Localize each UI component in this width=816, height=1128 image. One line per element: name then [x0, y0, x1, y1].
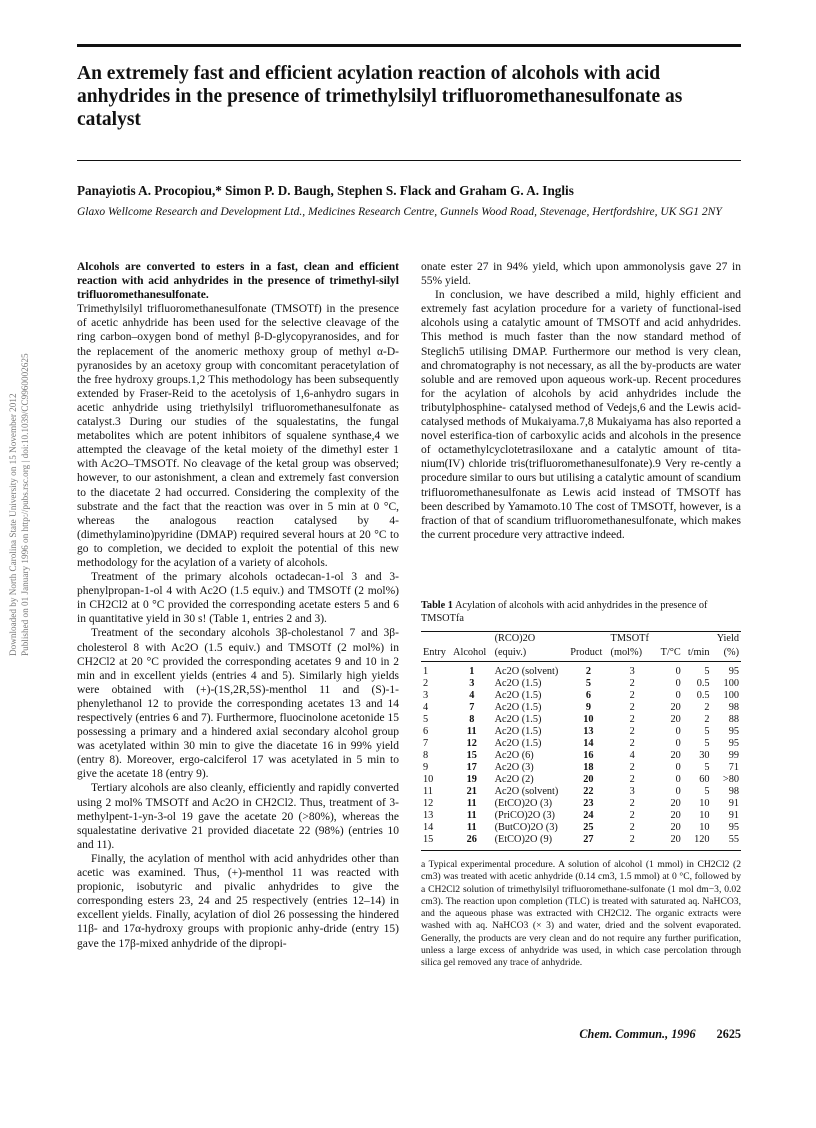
cell-anhydride: Ac2O (1.5) [494, 726, 542, 737]
cell-alcohol: 15 [466, 750, 477, 761]
body-paragraph: Tertiary alcohols are also cleanly, efficiently and rapidly converted using 2 mol% TMSOTf and Ac2O in CH2Cl2. Thus, treatment of 3-methylpent-1-yn-3-ol 19 gave the acetate 20 (>80%), whereas the squalestatine derivative 21 provided diacetate 22 (98%) (entries 10 and 11). [77, 782, 399, 851]
cell-entry: 15 [421, 834, 451, 851]
cell-alcohol: 17 [466, 762, 477, 773]
results-table-block [421, 600, 741, 970]
cell-tmsotf: 3 [629, 786, 635, 797]
cell-temperature: 0 [675, 690, 681, 701]
cell-anhydride: (EtCO)2O (3) [494, 798, 553, 809]
cell-yield: 95 [728, 738, 739, 749]
cell-temperature: 20 [670, 714, 681, 725]
publication-notice-line: Published on 01 January 1996 on http://pubs.rsc.org | doi:10.1039/CC9960002625 [20, 353, 30, 656]
cell-temperature: 20 [656, 834, 683, 851]
cell-temperature: 20 [670, 822, 681, 833]
cell-alcohol: 7 [469, 702, 475, 713]
body-paragraph: Treatment of the secondary alcohols 3β-cholestanol 7 and 3β-cholesterol 8 with Ac2O (1.5 equiv.) and TMSOTf (2 mol%) in CH2Cl2 at 20 °C provided the corresponding acetates 9 and 10 in 2 min and in excellent yields (entries 4 and 5). Similarly high yields were obtained with (+)-(1S,2R,5S)-menthol 11 and (S)-1-phenylethanol 12 to provide the corresponding acetates 13 and 14 respectively (entries 6 and 7). Furthermore, fluocinolone acetonide 15 possessing a primary and a hindered axial secondary alcohol group was acetylated within 30 min to give the diacetate 16 in 99% yield (entry 8). Moreover, ergo-calciferol 17 was acetylated in 5 min to give the acetate 18 (entry 9). [77, 627, 399, 781]
table-row [421, 774, 741, 786]
right-column [421, 260, 741, 542]
cell-yield: 55 [712, 834, 741, 851]
cell-product: 22 [583, 786, 594, 797]
cell-alcohol: 21 [466, 786, 477, 797]
cell-time: 120 [683, 834, 712, 851]
table-row [421, 690, 741, 702]
cell-yield: 99 [728, 750, 739, 761]
cell-entry: 7 [423, 738, 429, 749]
cell-yield: 71 [728, 762, 739, 773]
cell-time: 10 [699, 822, 710, 833]
cell-product: 27 [568, 834, 608, 851]
cell-temperature: 20 [670, 702, 681, 713]
table-row [421, 786, 741, 798]
cell-alcohol: 26 [451, 834, 493, 851]
left-column [77, 260, 399, 951]
cell-alcohol: 19 [466, 774, 477, 785]
cell-alcohol: 4 [469, 690, 475, 701]
article-title: An extremely fast and efficient acylation reaction of alcohols with acid anhydrides in the presence of trimethylsilyl trifluoromethanesulfonate as catalyst [77, 63, 683, 130]
table-caption [421, 600, 741, 625]
download-notice-line: Downloaded by North Carolina State University on 15 November 2012 [8, 393, 18, 656]
cell-tmsotf: 3 [629, 666, 635, 677]
cell-product: 20 [583, 774, 594, 785]
cell-time: 5 [704, 762, 710, 773]
cell-product: 24 [583, 810, 594, 821]
header-tmsotf-mol: (mol%) [609, 646, 656, 662]
cell-temperature: 20 [670, 750, 681, 761]
cell-entry: 8 [423, 750, 429, 761]
cell-yield: 98 [728, 786, 739, 797]
cell-alcohol: 8 [469, 714, 475, 725]
body-paragraph: In conclusion, we have described a mild, highly efficient and extremely fast acylation procedure for a variety of functional-ised alcohols using a catalytic amount of TMSOTf and acid anhydrides. This method is much faster than the now standard method of Steglich5 utilising DMAP. Furthermore our method is very clean, and chromatography is not necessary, as all the by-products are water soluble and are removed upon aqueous work-up. Recent procedures for the acylation of alcohols by acid anhydrides include the tributylphosphine- catalysed method of Vedejs,6 and the Lewis acid-catalysed methods of Mukaiyama.7,8 Mukaiyama has also reported a novel esterifica-tion of carboxylic acids and alcohols in the presence of octamethylcyclotetrasiloxane and a catalytic amount of tita-nium(IV) chloride tris(trifluoromethanesulfonate).9 Very re-cently a procedure similar to ours but utilising a catalytic amount of scandium trifluoromethanesulfonate as Lewis acid instead of TMSOTf has been described by Yamamoto.10 The cost of TMSOTf, however, is a fraction of that of scandium trifluoromethanesulfonate, which makes the current procedure very attractive indeed. [421, 289, 742, 541]
cell-yield: 95 [728, 726, 739, 737]
header-product: Product [568, 646, 608, 662]
cell-temperature: 0 [675, 666, 681, 677]
table-row [421, 750, 741, 762]
table-row [421, 738, 741, 750]
cell-tmsotf: 2 [629, 822, 635, 833]
header-temperature: T/°C [656, 646, 683, 662]
cell-anhydride: Ac2O (6) [494, 750, 534, 761]
cell-alcohol: 11 [466, 810, 477, 821]
cell-entry: 13 [423, 810, 434, 821]
cell-time: 5 [704, 786, 710, 797]
cell-time: 5 [704, 666, 710, 677]
cell-product: 14 [583, 738, 594, 749]
cell-temperature: 0 [675, 762, 681, 773]
cell-anhydride: Ac2O (solvent) [494, 666, 559, 677]
cell-time: 5 [704, 738, 710, 749]
cell-tmsotf: 4 [629, 750, 635, 761]
top-rule [77, 44, 741, 47]
cell-product: 16 [583, 750, 594, 761]
cell-yield: 91 [728, 798, 739, 809]
cell-alcohol: 3 [469, 678, 475, 689]
cell-tmsotf: 2 [629, 810, 635, 821]
cell-entry: 5 [423, 714, 429, 725]
cell-time: 30 [699, 750, 710, 761]
table-row [421, 810, 741, 822]
cell-entry: 11 [423, 786, 433, 797]
cell-yield: 100 [723, 678, 739, 689]
cell-alcohol: 11 [466, 822, 477, 833]
cell-alcohol: 11 [466, 726, 477, 737]
header-rco: (RCO)2O [493, 632, 569, 646]
cell-time: 0.5 [696, 678, 710, 689]
cell-anhydride: Ac2O (1.5) [494, 738, 542, 749]
results-table [421, 631, 741, 851]
cell-anhydride: Ac2O (solvent) [494, 786, 559, 797]
cell-product: 6 [585, 690, 591, 701]
cell-time: 5 [704, 726, 710, 737]
cell-yield: 95 [728, 666, 739, 677]
table-row [421, 834, 741, 851]
affiliation: Glaxo Wellcome Research and Development Ltd., Medicines Research Centre, Gunnels Wood Road, Stevenage, Hertfordshire, UK SG1 2NY [77, 206, 722, 218]
cell-alcohol: 1 [469, 666, 475, 677]
body-paragraph: onate ester 27 in 94% yield, which upon ammonolysis gave 27 in 55% yield. [421, 261, 741, 288]
cell-temperature: 0 [675, 678, 681, 689]
table-footnote: a Typical experimental procedure. A solution of alcohol (1 mmol) in CH2Cl2 (2 cm3) was treated with acetic anhydride (0.14 cm3, 1.5 mmol) at 0 °C, followed by a CH2Cl2 solution of trimethylsilyl trifluoromethane-sulfonate (1 mol dm−3, 0.02 cm3). The reaction upon completion (TLC) is treated with saturated aq. NaHCO3, and the aqueous phase was extracted with CH2Cl2. The organic extracts were washed with aq. NaHCO3 (× 3) and water, dried and the solvent evaporated. Generally, the products are very clean and do not require any further purification, unless a large excess of anhydride was used, in which case percolation through silica gel removed any trace of anhydride. [421, 859, 741, 969]
table-row [421, 678, 741, 690]
cell-tmsotf: 2 [629, 762, 635, 773]
cell-anhydride: (PriCO)2O (3) [494, 810, 555, 821]
header-alcohol: Alcohol [451, 646, 493, 662]
title-rule [77, 160, 741, 161]
table-row [421, 662, 741, 679]
cell-tmsotf: 2 [609, 834, 656, 851]
cell-time: 60 [699, 774, 710, 785]
cell-temperature: 0 [675, 726, 681, 737]
cell-anhydride: Ac2O (3) [494, 762, 534, 773]
body-paragraph: Treatment of the primary alcohols octadecan-1-ol 3 and 3-phenylpropan-1-ol 4 with Ac2O (1.5 equiv.) and TMSOTf (2 mol%) in CH2Cl2 at 0 °C provided the corresponding acetate esters 5 and 6 in quantitative yield in 30 s! (Table 1, entries 2 and 3). [77, 571, 399, 626]
body-paragraph: Finally, the acylation of menthol with acid anhydrides other than acetic was examined. Thus, (+)-menthol 11 was reacted with propionic, isobutyric and pivalic anhydrides to give the corresponding esters 23, 24 and 25 respectively (entries 12–14) in excellent yields. Finally, acylation of diol 26 possessing the hindered 11β- and 17α-hydroxy groups with propionic anhy-dride (entry 15) gave the 17β-mixed anhydride of the dipropi- [77, 852, 399, 950]
cell-product: 10 [583, 714, 594, 725]
header-yield: Yield [712, 632, 741, 646]
cell-yield: 100 [723, 690, 739, 701]
table-label: Table 1 [421, 600, 453, 611]
cell-tmsotf: 2 [629, 702, 635, 713]
table-row [421, 702, 741, 714]
abstract: Alcohols are converted to esters in a fast, clean and efficient reaction with acid anhydrides in the presence of trimethyl-silyl trifluoromethanesulfonate. [77, 261, 399, 302]
cell-temperature: 20 [670, 810, 681, 821]
cell-alcohol: 11 [466, 798, 477, 809]
cell-time: 0.5 [696, 690, 710, 701]
cell-product: 13 [583, 726, 594, 737]
cell-time: 2 [704, 702, 710, 713]
cell-alcohol: 12 [466, 738, 477, 749]
cell-yield: >80 [722, 774, 739, 785]
download-notice [2, 300, 36, 660]
cell-yield: 88 [728, 714, 739, 725]
cell-yield: 95 [728, 822, 739, 833]
cell-temperature: 0 [675, 774, 681, 785]
cell-entry: 9 [423, 762, 429, 773]
cell-anhydride: (ButCO)2O (3) [494, 822, 558, 833]
table-row [421, 762, 741, 774]
cell-yield: 91 [728, 810, 739, 821]
cell-product: 9 [585, 702, 591, 713]
header-yield-percent: (%) [712, 646, 741, 662]
author-list: Panayiotis A. Procopiou,* Simon P. D. Baugh, Stephen S. Flack and Graham G. A. Inglis [77, 183, 574, 198]
table-row [421, 714, 741, 726]
journal-citation: Chem. Commun., 1996 [579, 1027, 696, 1041]
cell-entry: 4 [423, 702, 429, 713]
cell-entry: 2 [423, 678, 429, 689]
cell-entry: 6 [423, 726, 429, 737]
cell-tmsotf: 2 [629, 678, 635, 689]
table-row [421, 822, 741, 834]
cell-entry: 12 [423, 798, 434, 809]
header-rco-equiv: (equiv.) [493, 646, 569, 662]
cell-entry: 10 [423, 774, 434, 785]
cell-entry: 3 [423, 690, 429, 701]
cell-product: 23 [583, 798, 594, 809]
cell-entry: 1 [423, 666, 429, 677]
cell-tmsotf: 2 [629, 738, 635, 749]
body-paragraph: Trimethylsilyl trifluoromethanesulfonate (TMSOTf) in the presence of acetic anhydride has been used for the selective cleavage of the ring carbon–oxygen bond of methyl β-D-glycopyranosides, and for the replacement of the anomeric methoxy group of methyl α-D-pyranosides by an acetoxy group with concomitant peracetylation of the free hydroxy groups.1,2 This methodology has been subsequently extended by Fraser-Reid to the acetolysis of 1,6-anhydro sugars in acetic anhydride using triethylsilyl trifluoromethanesulfonate as catalyst.3 During our studies of the squalestatins, the fungal metabolites which are potent inhibitors of squalene synthase,4 we attempted the cleavage of the ketal moiety of the dimethyl ester 1 with Ac2O–TMSOTf. No cleavage of the ketal group was observed; however, to our astonishment, a clean and extremely fast conversion to the diacetate 2 had occurred. Considering the complexity of the substrate and the fact that the reaction was over in 5 min at 0 °C, whereas the analogous reaction catalysed by 4-(dimethylamino)pyridine (DMAP) required several hours at 20 °C to go to completion, we decided to exploit the potential of this new methodology for the acylation of a variety of alcohols. [77, 303, 399, 569]
cell-anhydride: Ac2O (1.5) [494, 678, 542, 689]
page-number: 2625 [716, 1027, 741, 1041]
cell-anhydride: Ac2O (1.5) [494, 702, 542, 713]
cell-temperature: 0 [675, 738, 681, 749]
cell-time: 2 [704, 714, 710, 725]
header-tmsotf: TMSOTf [609, 632, 656, 646]
cell-anhydride: Ac2O (1.5) [494, 714, 542, 725]
cell-tmsotf: 2 [629, 714, 635, 725]
cell-product: 2 [585, 666, 591, 677]
cell-product: 25 [583, 822, 594, 833]
cell-temperature: 0 [675, 786, 681, 797]
table-body [421, 662, 741, 851]
cell-time: 10 [699, 810, 710, 821]
cell-tmsotf: 2 [629, 798, 635, 809]
cell-temperature: 20 [670, 798, 681, 809]
cell-anhydride: Ac2O (1.5) [494, 690, 542, 701]
table-row [421, 726, 741, 738]
cell-anhydride: (EtCO)2O (9) [493, 834, 569, 851]
cell-tmsotf: 2 [629, 774, 635, 785]
cell-time: 10 [699, 798, 710, 809]
cell-product: 5 [585, 678, 591, 689]
cell-entry: 14 [423, 822, 434, 833]
header-entry: Entry [421, 646, 451, 662]
page-footer [579, 1027, 741, 1042]
cell-product: 18 [583, 762, 594, 773]
cell-tmsotf: 2 [629, 726, 635, 737]
cell-anhydride: Ac2O (2) [494, 774, 534, 785]
header-time: t/min [683, 646, 712, 662]
table-caption-text: Acylation of alcohols with acid anhydrides in the presence of TMSOTfa [421, 600, 708, 624]
cell-yield: 98 [728, 702, 739, 713]
table-row [421, 798, 741, 810]
cell-tmsotf: 2 [629, 690, 635, 701]
